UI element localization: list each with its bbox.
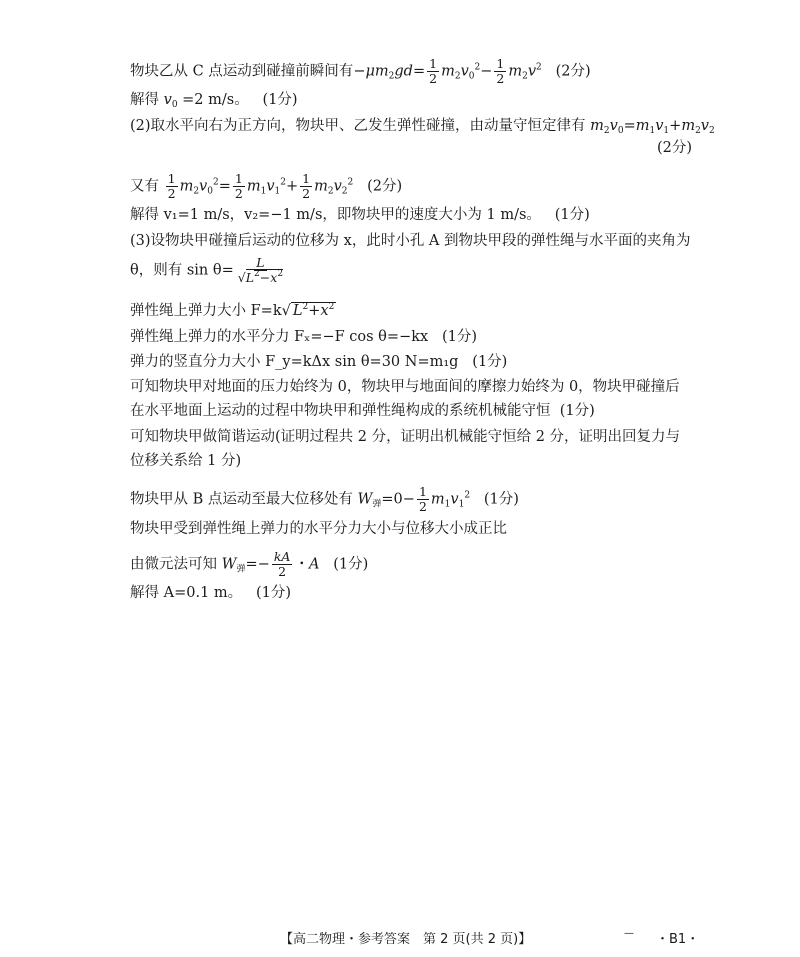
footer-title: 【高二物理・参考答案 第 2 页(共 2 页)】 xyxy=(280,932,532,947)
line-12: 物块甲从 B 点运动至最大位移处有 $W_弹=0-$ $\frac{1}{2}$ $m_1v_1^2$ (1分) xyxy=(130,484,519,514)
line-13 xyxy=(130,520,692,538)
page-code: ・B1・ xyxy=(656,932,700,947)
line-10 xyxy=(130,375,692,423)
line-14: 由微元法可知 $W_弹=-$ $\frac{kA}{2}$ ・A (1分) xyxy=(130,549,369,579)
line-3: (2)取水平向右为正方向，物块甲、乙发生弹性碰撞，由动量守恒定律有 $m_2v_0=m_1v_1+m_2v_2$ xyxy=(130,118,715,136)
score: (1分) xyxy=(472,354,508,370)
line-15 xyxy=(130,584,692,602)
score: (1分) xyxy=(559,403,595,419)
line-2: 解得 $v_0 =2$ m/s。 (1分) xyxy=(130,92,298,110)
line-8 xyxy=(130,328,692,346)
score: (1分) xyxy=(262,92,298,108)
score: (2分) xyxy=(555,63,591,80)
line-text: (3)设物块甲碰撞后运动的位移为 x，此时小孔 A 到物块甲段的弹性绳与水平面的夹角为 xyxy=(130,233,691,249)
line-text: 物块甲从 B 点运动至最大位移处有 xyxy=(130,491,358,508)
line-text: 物块甲受到弹性绳上弹力的水平分力大小与位移大小成正比 xyxy=(130,521,507,537)
line-1: 物块乙从 C 点运动到碰撞前瞬间有$-\mu m_2gd=$ $\frac{1}{2}$ $m_2v_0^2-$ $\frac{1}{2}$ $m_2v^2$ (2分) xyxy=(130,56,591,86)
line-text: 由微元法可知 xyxy=(130,556,222,573)
line-3-score xyxy=(130,139,692,157)
score: (2分) xyxy=(367,178,403,195)
line-7: 弹性绳上弹力大小 F=k√ $L^2+x^2$ xyxy=(130,302,335,319)
line-text: 物块乙从 C 点运动到碰撞前瞬间有 xyxy=(130,63,354,80)
line-text: =2 m/s。 xyxy=(177,92,249,108)
score: (1分) xyxy=(483,491,519,508)
score: (1分) xyxy=(255,585,292,601)
score: (2分) xyxy=(656,140,692,156)
line-4: 又有 $\frac{1}{2}$ $m_2v_0^2=$ $\frac{1}{2}$ $m_1v_1^2+$ $\frac{1}{2}$ $m_2v_2^2$ (2分) xyxy=(130,171,403,201)
line-text: θ，则有 sin θ= xyxy=(130,262,234,279)
line-9 xyxy=(130,353,692,371)
line-text: 可知物块甲做简谐运动(证明过程共 2 分，证明出机械能守恒给 2 分，证明出回复力与位移关系给 1 分) xyxy=(130,429,681,469)
footer-mark: — xyxy=(624,928,634,939)
line-text: 解得 v₁=1 m/s，v₂=−1 m/s，即物块甲的速度大小为 1 m/s。 xyxy=(130,207,541,223)
score: (1分) xyxy=(333,556,369,573)
line-text: 解得 A=0.1 m。 xyxy=(130,585,243,601)
line-text: (2)取水平向右为正方向，物块甲、乙发生弹性碰撞，由动量守恒定律有 xyxy=(130,118,591,134)
line-text: 弹力的竖直分力大小 F_y=kΔx sin θ=30 N=m₁g xyxy=(130,354,459,370)
line-text: 可知物块甲对地面的压力始终为 0，物块甲与地面间的摩擦力始终为 0，物块甲碰撞后在水平地面上运动的过程中物块甲和弹性绳构成的系统机械能守恒 xyxy=(130,379,680,419)
line-6 xyxy=(130,232,692,250)
line-text: 解得 xyxy=(130,92,164,108)
line-11 xyxy=(130,425,692,473)
line-6b: θ，则有 sin θ= $\frac{L}{√L^2-x^2}$ xyxy=(130,255,284,285)
line-text: 弹性绳上弹力的水平分力 Fₓ=−F cos θ=−kx xyxy=(130,329,429,345)
line-text: 弹性绳上弹力大小 F=k xyxy=(130,303,282,319)
score: (1分) xyxy=(442,329,478,345)
line-5 xyxy=(130,206,692,224)
line-text: 又有 xyxy=(130,178,164,195)
score: (1分) xyxy=(554,207,590,223)
